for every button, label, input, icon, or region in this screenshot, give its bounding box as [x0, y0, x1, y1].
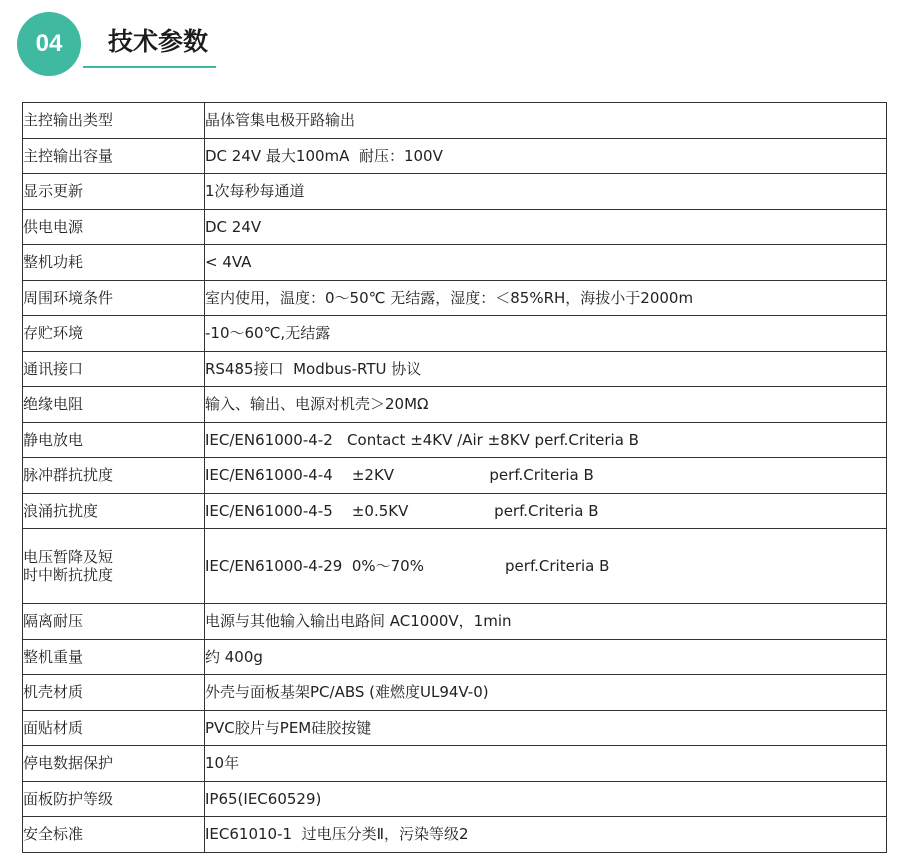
section-number-badge: 04: [17, 12, 81, 76]
spec-row: [23, 493, 887, 529]
spec-row: [23, 351, 887, 387]
spec-row: [23, 604, 887, 640]
spec-value: IP65(IEC60529): [205, 781, 887, 817]
spec-row: [23, 316, 887, 352]
spec-label: 面板防护等级: [23, 781, 205, 817]
spec-label: 浪涌抗扰度: [23, 493, 205, 529]
spec-value: DC 24V 最大100mA 耐压：100V: [205, 138, 887, 174]
spec-row: [23, 387, 887, 423]
spec-label: 安全标准: [23, 817, 205, 853]
spec-row: [23, 103, 887, 139]
spec-value: 晶体管集电极开路输出: [205, 103, 887, 139]
spec-row: [23, 675, 887, 711]
spec-label: 通讯接口: [23, 351, 205, 387]
spec-label: 显示更新: [23, 174, 205, 210]
spec-label: 整机功耗: [23, 245, 205, 281]
spec-label: 脉冲群抗扰度: [23, 458, 205, 494]
spec-value: IEC/EN61000-4-29 0%～70% perf.Criteria B: [205, 529, 887, 604]
spec-label: 主控输出容量: [23, 138, 205, 174]
spec-label: 主控输出类型: [23, 103, 205, 139]
spec-value: 1次每秒每通道: [205, 174, 887, 210]
spec-label: 机壳材质: [23, 675, 205, 711]
spec-value: 10年: [205, 746, 887, 782]
spec-label: 周围环境条件: [23, 280, 205, 316]
spec-value: < 4VA: [205, 245, 887, 281]
spec-value: RS485接口 Modbus-RTU 协议: [205, 351, 887, 387]
spec-row: [23, 710, 887, 746]
spec-row: [23, 746, 887, 782]
section-title: 技术参数: [108, 27, 209, 56]
spec-label: 静电放电: [23, 422, 205, 458]
spec-row: [23, 245, 887, 281]
spec-label: 存贮环境: [23, 316, 205, 352]
spec-value: 约 400g: [205, 639, 887, 675]
spec-label: 电压暂降及短 时中断抗扰度: [23, 529, 205, 604]
spec-row: [23, 639, 887, 675]
spec-row: [23, 209, 887, 245]
spec-value: PVC胶片与PEM硅胶按键: [205, 710, 887, 746]
spec-value: IEC/EN61000-4-4 ±2KV perf.Criteria B: [205, 458, 887, 494]
spec-value: -10～60℃,无结露: [205, 316, 887, 352]
spec-label: 整机重量: [23, 639, 205, 675]
spec-row: [23, 280, 887, 316]
spec-value: 室内使用，温度：0～50℃ 无结露，湿度：＜85%RH，海拔小于2000m: [205, 280, 887, 316]
spec-label: 绝缘电阻: [23, 387, 205, 423]
spec-row: [23, 817, 887, 853]
spec-label: 面贴材质: [23, 710, 205, 746]
spec-value: DC 24V: [205, 209, 887, 245]
spec-label: 供电电源: [23, 209, 205, 245]
spec-table: [22, 102, 887, 853]
spec-value: 外壳与面板基架PC/ABS (难燃度UL94V-0): [205, 675, 887, 711]
spec-row: [23, 458, 887, 494]
spec-value: IEC/EN61000-4-5 ±0.5KV perf.Criteria B: [205, 493, 887, 529]
spec-row: [23, 174, 887, 210]
spec-label: 停电数据保护: [23, 746, 205, 782]
spec-label: 隔离耐压: [23, 604, 205, 640]
spec-row: [23, 138, 887, 174]
title-underline: [83, 66, 216, 68]
spec-value: IEC/EN61000-4-2 Contact ±4KV /Air ±8KV perf.Criteria B: [205, 422, 887, 458]
spec-value: 输入、输出、电源对机壳＞20MΩ: [205, 387, 887, 423]
spec-row: [23, 529, 887, 604]
spec-value: 电源与其他输入输出电路间 AC1000V，1min: [205, 604, 887, 640]
spec-row: [23, 781, 887, 817]
spec-row: [23, 422, 887, 458]
spec-value: IEC61010-1 过电压分类Ⅱ，污染等级2: [205, 817, 887, 853]
